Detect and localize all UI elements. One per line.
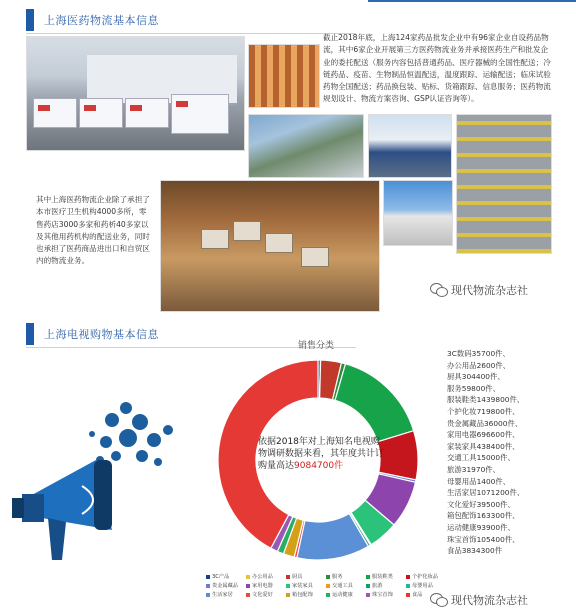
legend-item <box>206 572 246 581</box>
legend-item <box>326 572 366 581</box>
category-list-item: 家用电器696600件、 <box>447 430 520 440</box>
wechat-icon <box>430 593 448 607</box>
legend-item <box>286 581 326 590</box>
legend-swatch <box>246 593 250 597</box>
legend-swatch <box>246 584 250 588</box>
category-list-item: 家装家具438400件、 <box>447 441 520 451</box>
legend-item <box>326 590 366 599</box>
legend-swatch <box>406 575 410 579</box>
photo-delivery-trucks <box>26 36 245 151</box>
chart-legend <box>206 572 446 599</box>
category-list-item: 个护化妆719800件、 <box>447 406 520 416</box>
legend-item <box>206 581 246 590</box>
legend-swatch <box>406 584 410 588</box>
photo-logistics-building <box>383 180 453 246</box>
legend-swatch <box>286 593 290 597</box>
legend-label: 家用电器 <box>252 583 273 589</box>
legend-label: 3C产品 <box>212 574 230 580</box>
legend-label: 珠宝首饰 <box>372 592 393 598</box>
pharma-coverage-text: 其中上海医药物流企业除了承担了本市医疗卫生机构4000多所，零售药店3000多家和药析40多家以及其他用药机构的配送业务，同时也承担了医药商品进出口和自贸区内的物流业务。 <box>36 195 150 266</box>
legend-swatch <box>366 593 370 597</box>
category-list-item: 生活家居1071200件、 <box>447 488 525 498</box>
legend-label: 运动健康 <box>332 592 353 598</box>
brand-name: 现代物流杂志社 <box>451 284 528 297</box>
brand-watermark <box>430 282 528 298</box>
section-title: 上海电视购物基本信息 <box>44 328 159 341</box>
section-title: 上海医药物流基本信息 <box>44 14 159 27</box>
legend-label: 文化爱好 <box>252 592 273 598</box>
category-list-item: 3C数码35700件、 <box>447 349 510 358</box>
legend-swatch <box>366 584 370 588</box>
legend-item <box>246 590 286 599</box>
legend-swatch <box>406 593 410 597</box>
category-list-item: 服务59800件、 <box>447 383 501 393</box>
legend-swatch <box>286 575 290 579</box>
wechat-icon <box>430 283 448 297</box>
chart-title: 销售分类 <box>298 341 335 351</box>
megaphone-illustration <box>8 390 208 574</box>
legend-item <box>406 581 446 590</box>
legend-item <box>246 581 286 590</box>
legend-label: 服装鞋类 <box>372 574 393 580</box>
legend-label: 母婴用品 <box>412 583 433 589</box>
category-list-item: 办公用品2600件、 <box>447 360 511 370</box>
legend-item <box>206 590 246 599</box>
legend-swatch <box>206 593 210 597</box>
legend-label: 食品 <box>412 592 423 598</box>
category-list-item: 交通工具15000件、 <box>447 453 515 463</box>
center-text-main: 依据2018年对上海知名电视购物调研数据来看，其年度共计订购量高达 <box>258 437 385 471</box>
legend-item <box>366 581 406 590</box>
legend-item <box>366 590 406 599</box>
photo-staff-with-van <box>368 114 452 178</box>
category-list-item: 食品3834300件 <box>447 546 503 556</box>
legend-item <box>286 572 326 581</box>
legend-label: 贵金属藏品 <box>212 583 238 589</box>
legend-label: 箱包配饰 <box>292 592 313 598</box>
section-header-pharma <box>26 8 356 32</box>
category-list-item: 旅游31970件、 <box>447 464 501 474</box>
photo-conveyor-line <box>160 180 380 312</box>
section-marker <box>26 323 34 345</box>
legend-swatch <box>206 584 210 588</box>
legend-item <box>326 581 366 590</box>
category-list-item: 运动健康93900件、 <box>447 522 515 532</box>
legend-label: 交通工具 <box>332 583 353 589</box>
center-text-highlight: 9084700件 <box>294 461 344 471</box>
legend-item <box>406 572 446 581</box>
chart-center-text <box>258 436 388 472</box>
category-list-item: 文化爱好39500件、 <box>447 499 515 509</box>
legend-label: 个护化妆品 <box>412 574 438 580</box>
donut-slice-4 <box>335 364 414 442</box>
brand-watermark-bottom <box>430 592 528 608</box>
legend-item <box>366 572 406 581</box>
photo-storage-racks <box>248 44 320 108</box>
section-marker <box>26 9 34 31</box>
legend-item <box>246 572 286 581</box>
legend-swatch <box>286 584 290 588</box>
category-list-item: 箱包配饰163300件、 <box>447 511 520 521</box>
legend-label: 厨具 <box>292 574 303 580</box>
legend-swatch <box>246 575 250 579</box>
legend-swatch <box>206 575 210 579</box>
brand-name: 现代物流杂志社 <box>451 594 528 607</box>
top-accent-bar <box>368 0 576 2</box>
legend-swatch <box>326 575 330 579</box>
legend-label: 办公用品 <box>252 574 273 580</box>
photo-aerial-warehouse <box>248 114 364 178</box>
legend-swatch <box>326 593 330 597</box>
legend-swatch <box>366 575 370 579</box>
legend-label: 旅游 <box>372 583 383 589</box>
legend-label: 服务 <box>332 574 343 580</box>
legend-label: 生活家居 <box>212 592 233 598</box>
category-list-item: 母婴用品1400件、 <box>447 476 511 486</box>
category-sales-list <box>447 348 572 557</box>
category-list-item: 珠宝首饰105400件、 <box>447 534 520 544</box>
legend-label: 家装家具 <box>292 583 313 589</box>
pharma-intro-text: 截止2018年底，上海124家药品批发企业中有96家企业自设药品物流，其中6家企业开展第三方医药物流业务并承接医药生产和批发企业的委托配送（服务内容包括普通药品、医疗器械的全国性配送；冷链药品、疫苗、生物制品恒温配送，温度跟踪、运输配送；临床试验药物全国配送；药品换包装、贴标、货箱跟踪、信息服务；医药物流规划设计、物流方案咨询、GSP认证咨询等）。 <box>323 33 551 104</box>
photo-high-bay-shelving <box>456 114 552 254</box>
category-list-item: 贵金属藏品36000件、 <box>447 418 523 428</box>
legend-item <box>286 590 326 599</box>
category-list-item: 厨具304400件、 <box>447 372 505 382</box>
category-list-item: 服装鞋类1439800件、 <box>447 395 525 405</box>
legend-swatch <box>326 584 330 588</box>
